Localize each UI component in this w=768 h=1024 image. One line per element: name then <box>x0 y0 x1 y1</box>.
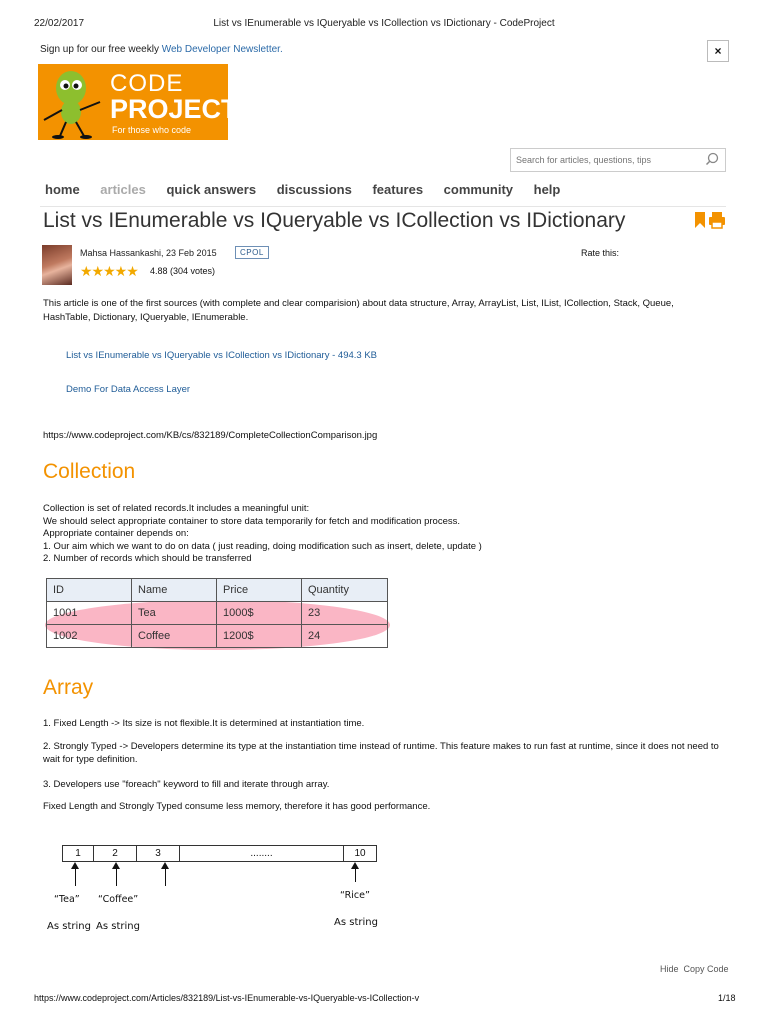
collection-line: Collection is set of related records.It includes a meaningful unit: <box>43 503 310 514</box>
rating-text: 4.88 (304 votes) <box>150 266 216 276</box>
title-actions <box>693 210 727 235</box>
collection-line: Appropriate container depends on: <box>43 528 189 539</box>
label-as-string: As string <box>96 921 140 932</box>
table-header: ID <box>47 579 132 602</box>
nav-features[interactable]: features <box>372 182 424 197</box>
print-title: List vs IEnumerable vs IQueryable vs ICollection vs IDictionary - CodeProject <box>213 18 555 29</box>
table-cell: Coffee <box>132 625 217 648</box>
search-icon[interactable] <box>705 152 719 166</box>
array-cell: 3 <box>137 846 180 861</box>
label-rice: “Rice” <box>340 890 370 901</box>
newsletter-banner <box>40 44 283 55</box>
codeproject-logo[interactable] <box>38 64 238 140</box>
collection-heading: Collection <box>43 460 136 483</box>
label-as-string: As string <box>334 917 378 928</box>
array-cell: 10 <box>354 848 366 859</box>
table-header: Name <box>132 579 217 602</box>
nav-divider <box>40 206 726 207</box>
table-cell: 1000$ <box>217 602 302 625</box>
array-diagram <box>62 845 377 862</box>
author-avatar[interactable] <box>42 245 72 285</box>
author-line[interactable]: Mahsa Hassankashi, 23 Feb 2015 <box>80 248 217 258</box>
table-cell: 23 <box>302 602 388 625</box>
array-heading: Array <box>43 676 94 699</box>
close-newsletter-button[interactable]: × <box>707 40 729 62</box>
nav-help[interactable]: help <box>533 182 561 197</box>
arrow-line <box>355 868 356 882</box>
article-intro: This article is one of the first sources (with complete and clear comparision) about data structure, Array, ArrayList, List, IList, ICollection, Stack, Queue, HashTable, Dictionary, IQueryable, IEnumerable. <box>43 298 674 323</box>
collection-line: 1. Our aim which we want to do on data ( just reading, doing modification such as insert, delete, update ) <box>43 540 482 552</box>
array-cell: 2 <box>94 846 137 861</box>
print-date: 22/02/2017 <box>34 18 85 29</box>
logo-text-project: PROJECT <box>110 94 238 124</box>
table-row <box>47 602 388 625</box>
label-tea: “Tea” <box>54 894 80 905</box>
article-title: List vs IEnumerable vs IQueryable vs ICollection vs IDictionary <box>43 209 626 232</box>
array-p1: 1. Fixed Length -> Its size is not flexible.It is determined at instantiation time. <box>43 718 365 729</box>
table-header-row <box>47 579 388 602</box>
table-cell: 1001 <box>47 602 132 625</box>
table-cell: 24 <box>302 625 388 648</box>
download-link[interactable]: List vs IEnumerable vs IQueryable vs ICollection vs IDictionary - 494.3 KB <box>66 350 377 361</box>
arrow-line <box>75 868 76 886</box>
table-header: Price <box>217 579 302 602</box>
array-cell: 1 <box>63 846 94 861</box>
search-input[interactable] <box>514 149 698 171</box>
mascot-icon <box>38 64 108 140</box>
search-box <box>510 148 726 172</box>
array-p3: 3. Developers use "foreach" keyword to fill and iterate through array. <box>43 779 330 790</box>
label-coffee: “Coffee” <box>98 894 139 905</box>
label-as-string: As string <box>47 921 91 932</box>
footer-url: https://www.codeproject.com/Articles/832189/List-vs-IEnumerable-vs-IQueryable-vs-ICollection-v <box>34 993 420 1003</box>
nav-discussions[interactable]: discussions <box>276 182 352 197</box>
page-number: 1/18 <box>718 993 736 1003</box>
table-header: Quantity <box>302 579 388 602</box>
copy-code-link[interactable]: Copy Code <box>683 964 729 974</box>
array-p4: Fixed Length and Strongly Typed consume less memory, therefore it has good performance. <box>43 801 431 812</box>
nav-articles[interactable]: articles <box>100 182 146 197</box>
code-actions <box>660 964 729 974</box>
main-nav <box>45 182 577 197</box>
newsletter-link[interactable]: Web Developer Newsletter. <box>161 44 283 55</box>
collection-text <box>43 503 482 566</box>
newsletter-text: Sign up for our free weekly <box>40 44 159 55</box>
logo-tagline: For those who code <box>112 125 192 135</box>
array-p2: 2. Strongly Typed -> Developers determine its type at the instantiation time instead of runtime. This feature makes to run fast at runtime, since it does not need to wait for type definition. <box>43 741 719 765</box>
array-cell: ........ <box>180 846 344 861</box>
image-url: https://www.codeproject.com/KB/cs/832189/CompleteCollectionComparison.jpg <box>43 430 378 441</box>
table-row <box>47 625 388 648</box>
nav-home[interactable]: home <box>45 182 80 197</box>
table-cell: 1200$ <box>217 625 302 648</box>
arrow-line <box>165 868 166 886</box>
collection-table <box>46 578 388 648</box>
hide-code-link[interactable]: Hide <box>660 964 679 974</box>
bookmark-icon[interactable] <box>695 212 705 228</box>
collection-line: We should select appropriate container to store data temporarily for fetch and modification process. <box>43 515 460 527</box>
table-cell: 1002 <box>47 625 132 648</box>
rating-stars: ★★★★★ <box>80 263 138 279</box>
demo-link[interactable]: Demo For Data Access Layer <box>66 384 191 395</box>
nav-quick-answers[interactable]: quick answers <box>166 182 257 197</box>
table-cell: Tea <box>132 602 217 625</box>
nav-community[interactable]: community <box>443 182 514 197</box>
license-badge[interactable]: CPOL <box>235 246 269 259</box>
collection-line: 2. Number of records which should be transferred <box>43 553 252 564</box>
logo-text-code: CODE <box>110 70 184 97</box>
arrow-line <box>116 868 117 886</box>
print-icon[interactable] <box>709 212 725 228</box>
rate-this-label: Rate this: <box>581 248 620 258</box>
